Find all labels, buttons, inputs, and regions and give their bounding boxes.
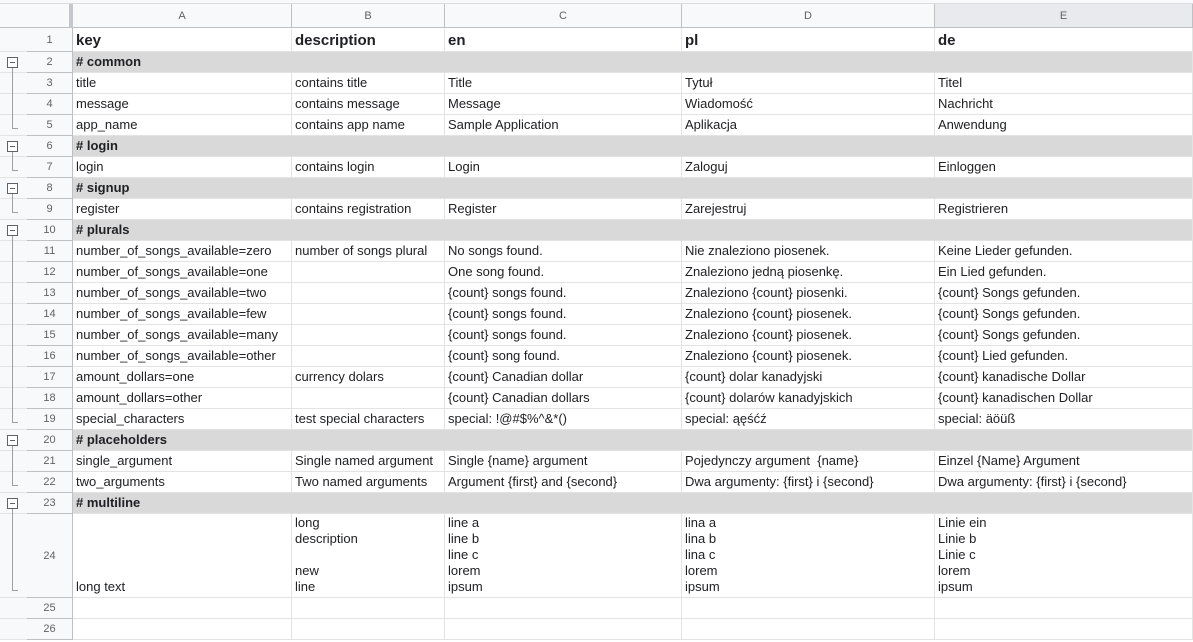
group-gutter xyxy=(0,115,27,136)
group-gutter xyxy=(0,241,27,262)
row-header-26[interactable]: 26 xyxy=(27,619,73,640)
cell-d15[interactable]: Znaleziono {count} piosenek. xyxy=(682,325,935,346)
cell-a22[interactable]: two_arguments xyxy=(73,472,292,493)
cell-a24[interactable]: long text xyxy=(73,514,292,598)
cell-d6[interactable] xyxy=(682,136,935,157)
row-header-3[interactable]: 3 xyxy=(27,73,73,94)
collapse-group-button[interactable] xyxy=(7,498,18,509)
cell-c1[interactable]: en xyxy=(445,28,682,52)
cell-a16[interactable]: number_of_songs_available=other xyxy=(73,346,292,367)
cell-d23[interactable] xyxy=(682,493,935,514)
cell-d7[interactable]: Zaloguj xyxy=(682,157,935,178)
select-all-corner[interactable] xyxy=(0,4,73,28)
cell-e10[interactable] xyxy=(935,220,1193,241)
collapse-group-button[interactable] xyxy=(7,183,18,194)
cell-b2[interactable] xyxy=(292,52,445,73)
cell-c10[interactable] xyxy=(445,220,682,241)
cell-d20[interactable] xyxy=(682,430,935,451)
row-header-7[interactable]: 7 xyxy=(27,157,73,178)
cell-a19[interactable]: special_characters xyxy=(73,409,292,430)
cell-c4[interactable]: Message xyxy=(445,94,682,115)
cell-c12[interactable]: One song found. xyxy=(445,262,682,283)
cell-d4[interactable]: Wiadomość xyxy=(682,94,935,115)
cell-b22[interactable]: Two named arguments xyxy=(292,472,445,493)
cell-c13[interactable]: {count} songs found. xyxy=(445,283,682,304)
group-gutter xyxy=(0,262,27,283)
cell-b26[interactable] xyxy=(292,619,445,640)
cell-d21[interactable]: Pojedynczy argument {name} xyxy=(682,451,935,472)
cell-b5[interactable]: contains app name xyxy=(292,115,445,136)
cell-b16[interactable] xyxy=(292,346,445,367)
group-gutter xyxy=(0,94,27,115)
cell-a7[interactable]: login xyxy=(73,157,292,178)
cell-a17[interactable]: amount_dollars=one xyxy=(73,367,292,388)
group-bracket-end xyxy=(12,128,18,129)
cell-d25[interactable] xyxy=(682,598,935,619)
cell-e12[interactable]: Ein Lied gefunden. xyxy=(935,262,1193,283)
row-header-25[interactable]: 25 xyxy=(27,598,73,619)
cell-d24[interactable]: lina a lina b lina c lorem ipsum xyxy=(682,514,935,598)
row-header-17[interactable]: 17 xyxy=(27,367,73,388)
cell-e2[interactable] xyxy=(935,52,1193,73)
cell-b15[interactable] xyxy=(292,325,445,346)
group-gutter xyxy=(0,514,27,598)
group-gutter xyxy=(0,283,27,304)
row-header-2[interactable]: 2 xyxy=(27,52,73,73)
group-bracket-line xyxy=(12,446,13,485)
cell-e17[interactable]: {count} kanadische Dollar xyxy=(935,367,1193,388)
cell-b6[interactable] xyxy=(292,136,445,157)
group-gutter xyxy=(0,367,27,388)
column-header-d[interactable]: D xyxy=(682,4,935,28)
cell-d2[interactable] xyxy=(682,52,935,73)
cell-e26[interactable] xyxy=(935,619,1193,640)
cell-d12[interactable]: Znaleziono jedną piosenkę. xyxy=(682,262,935,283)
cell-e25[interactable] xyxy=(935,598,1193,619)
cell-a5[interactable]: app_name xyxy=(73,115,292,136)
cell-a26[interactable] xyxy=(73,619,292,640)
row-header-10[interactable]: 10 xyxy=(27,220,73,241)
group-gutter xyxy=(0,73,27,94)
cell-e11[interactable]: Keine Lieder gefunden. xyxy=(935,241,1193,262)
group-bracket-end xyxy=(12,170,18,171)
row-header-15[interactable]: 15 xyxy=(27,325,73,346)
cell-b9[interactable]: contains registration xyxy=(292,199,445,220)
group-bracket-end xyxy=(12,590,18,591)
cell-c15[interactable]: {count} songs found. xyxy=(445,325,682,346)
cell-a12[interactable]: number_of_songs_available=one xyxy=(73,262,292,283)
cell-e23[interactable] xyxy=(935,493,1193,514)
cell-e9[interactable]: Registrieren xyxy=(935,199,1193,220)
cell-e6[interactable] xyxy=(935,136,1193,157)
cell-c24[interactable]: line a line b line c lorem ipsum xyxy=(445,514,682,598)
column-header-a[interactable]: A xyxy=(73,4,292,28)
cell-b11[interactable]: number of songs plural xyxy=(292,241,445,262)
cell-c9[interactable]: Register xyxy=(445,199,682,220)
row-header-5[interactable]: 5 xyxy=(27,115,73,136)
cell-c19[interactable]: special: !@#$%^&*() xyxy=(445,409,682,430)
group-gutter xyxy=(0,598,27,619)
cell-c14[interactable]: {count} songs found. xyxy=(445,304,682,325)
cell-e14[interactable]: {count} Songs gefunden. xyxy=(935,304,1193,325)
cell-e3[interactable]: Titel xyxy=(935,73,1193,94)
row-header-20[interactable]: 20 xyxy=(27,430,73,451)
cell-b23[interactable] xyxy=(292,493,445,514)
group-gutter xyxy=(0,409,27,430)
collapse-group-button[interactable] xyxy=(7,435,18,446)
group-gutter xyxy=(0,28,27,52)
cell-a13[interactable]: number_of_songs_available=two xyxy=(73,283,292,304)
section-label[interactable]: # plurals xyxy=(73,220,292,241)
collapse-group-button[interactable] xyxy=(7,57,18,68)
row-header-22[interactable]: 22 xyxy=(27,472,73,493)
cell-a21[interactable]: single_argument xyxy=(73,451,292,472)
collapse-group-button[interactable] xyxy=(7,141,18,152)
cell-b24[interactable]: long description new line xyxy=(292,514,445,598)
cell-e18[interactable]: {count} kanadischen Dollar xyxy=(935,388,1193,409)
cell-a18[interactable]: amount_dollars=other xyxy=(73,388,292,409)
cell-b3[interactable]: contains title xyxy=(292,73,445,94)
cell-e7[interactable]: Einloggen xyxy=(935,157,1193,178)
cell-b12[interactable] xyxy=(292,262,445,283)
cell-e21[interactable]: Einzel {Name} Argument xyxy=(935,451,1193,472)
cell-c20[interactable] xyxy=(445,430,682,451)
column-header-b[interactable]: B xyxy=(292,4,445,28)
section-label[interactable]: # login xyxy=(73,136,292,157)
collapse-group-button[interactable] xyxy=(7,225,18,236)
cell-b13[interactable] xyxy=(292,283,445,304)
cell-d17[interactable]: {count} dolar kanadyjski xyxy=(682,367,935,388)
cell-c18[interactable]: {count} Canadian dollars xyxy=(445,388,682,409)
group-bracket-line xyxy=(12,68,13,128)
cell-d10[interactable] xyxy=(682,220,935,241)
cell-c8[interactable] xyxy=(445,178,682,199)
cell-b4[interactable]: contains message xyxy=(292,94,445,115)
group-gutter xyxy=(0,388,27,409)
cell-d14[interactable]: Znaleziono {count} piosenek. xyxy=(682,304,935,325)
row-header-11[interactable]: 11 xyxy=(27,241,73,262)
group-bracket-line xyxy=(12,194,13,212)
row-header-4[interactable]: 4 xyxy=(27,94,73,115)
row-header-1[interactable]: 1 xyxy=(27,28,73,52)
cell-d8[interactable] xyxy=(682,178,935,199)
group-gutter xyxy=(0,346,27,367)
cell-c11[interactable]: No songs found. xyxy=(445,241,682,262)
cell-e4[interactable]: Nachricht xyxy=(935,94,1193,115)
cell-a3[interactable]: title xyxy=(73,73,292,94)
group-gutter xyxy=(0,472,27,493)
cell-e5[interactable]: Anwendung xyxy=(935,115,1193,136)
cell-d22[interactable]: Dwa argumenty: {first} i {second} xyxy=(682,472,935,493)
cell-b1[interactable]: description xyxy=(292,28,445,52)
cell-c23[interactable] xyxy=(445,493,682,514)
group-gutter xyxy=(0,451,27,472)
group-bracket-end xyxy=(12,212,18,213)
cell-e13[interactable]: {count} Songs gefunden. xyxy=(935,283,1193,304)
cell-c6[interactable] xyxy=(445,136,682,157)
cell-a9[interactable]: register xyxy=(73,199,292,220)
cell-b7[interactable]: contains login xyxy=(292,157,445,178)
cell-c17[interactable]: {count} Canadian dollar xyxy=(445,367,682,388)
cell-b18[interactable] xyxy=(292,388,445,409)
row-header-9[interactable]: 9 xyxy=(27,199,73,220)
cell-d1[interactable]: pl xyxy=(682,28,935,52)
cell-c25[interactable] xyxy=(445,598,682,619)
cell-d13[interactable]: Znaleziono {count} piosenki. xyxy=(682,283,935,304)
cell-a14[interactable]: number_of_songs_available=few xyxy=(73,304,292,325)
row-header-21[interactable]: 21 xyxy=(27,451,73,472)
cell-e15[interactable]: {count} Songs gefunden. xyxy=(935,325,1193,346)
column-header-e[interactable]: E xyxy=(935,4,1193,28)
group-gutter xyxy=(0,157,27,178)
row-header-19[interactable]: 19 xyxy=(27,409,73,430)
cell-e19[interactable]: special: äöüß xyxy=(935,409,1193,430)
cell-d18[interactable]: {count} dolarów kanadyjskich xyxy=(682,388,935,409)
cell-c3[interactable]: Title xyxy=(445,73,682,94)
group-gutter xyxy=(0,619,27,640)
cell-a1[interactable]: key xyxy=(73,28,292,52)
cell-d9[interactable]: Zarejestruj xyxy=(682,199,935,220)
row-header-18[interactable]: 18 xyxy=(27,388,73,409)
cell-e1[interactable]: de xyxy=(935,28,1193,52)
cell-b8[interactable] xyxy=(292,178,445,199)
cell-e16[interactable]: {count} Lied gefunden. xyxy=(935,346,1193,367)
cell-d11[interactable]: Nie znaleziono piosenek. xyxy=(682,241,935,262)
group-gutter xyxy=(0,304,27,325)
group-bracket-line xyxy=(12,236,13,422)
cell-e22[interactable]: Dwa argumenty: {first} i {second} xyxy=(935,472,1193,493)
cell-c5[interactable]: Sample Application xyxy=(445,115,682,136)
row-header-6[interactable]: 6 xyxy=(27,136,73,157)
cell-b25[interactable] xyxy=(292,598,445,619)
cell-a11[interactable]: number_of_songs_available=zero xyxy=(73,241,292,262)
cell-b21[interactable]: Single named argument xyxy=(292,451,445,472)
cell-c22[interactable]: Argument {first} and {second} xyxy=(445,472,682,493)
group-gutter xyxy=(0,199,27,220)
cell-a15[interactable]: number_of_songs_available=many xyxy=(73,325,292,346)
row-header-14[interactable]: 14 xyxy=(27,304,73,325)
group-bracket-end xyxy=(12,422,18,423)
cell-c2[interactable] xyxy=(445,52,682,73)
group-bracket-end xyxy=(12,485,18,486)
group-bracket-line xyxy=(12,152,13,170)
cell-b19[interactable]: test special characters xyxy=(292,409,445,430)
cell-e24[interactable]: Linie ein Linie b Linie c lorem ipsum xyxy=(935,514,1193,598)
section-label[interactable]: # placeholders xyxy=(73,430,292,451)
cell-c16[interactable]: {count} song found. xyxy=(445,346,682,367)
cell-d26[interactable] xyxy=(682,619,935,640)
cell-b20[interactable] xyxy=(292,430,445,451)
row-header-13[interactable]: 13 xyxy=(27,283,73,304)
cell-e8[interactable] xyxy=(935,178,1193,199)
cell-c26[interactable] xyxy=(445,619,682,640)
row-header-8[interactable]: 8 xyxy=(27,178,73,199)
cell-a4[interactable]: message xyxy=(73,94,292,115)
section-label[interactable]: # signup xyxy=(73,178,292,199)
cell-c21[interactable]: Single {name} argument xyxy=(445,451,682,472)
cell-d16[interactable]: Znaleziono {count} piosenek. xyxy=(682,346,935,367)
cell-b10[interactable] xyxy=(292,220,445,241)
row-header-12[interactable]: 12 xyxy=(27,262,73,283)
group-bracket-line xyxy=(12,509,13,590)
cell-c7[interactable]: Login xyxy=(445,157,682,178)
section-label[interactable]: # common xyxy=(73,52,292,73)
cell-b17[interactable]: currency dolars xyxy=(292,367,445,388)
cell-d19[interactable]: special: ąęśćź xyxy=(682,409,935,430)
cell-b14[interactable] xyxy=(292,304,445,325)
column-header-c[interactable]: C xyxy=(445,4,682,28)
cell-d3[interactable]: Tytuł xyxy=(682,73,935,94)
row-header-23[interactable]: 23 xyxy=(27,493,73,514)
group-gutter xyxy=(0,325,27,346)
cell-e20[interactable] xyxy=(935,430,1193,451)
section-label[interactable]: # multiline xyxy=(73,493,292,514)
cell-d5[interactable]: Aplikacja xyxy=(682,115,935,136)
cell-a25[interactable] xyxy=(73,598,292,619)
row-header-16[interactable]: 16 xyxy=(27,346,73,367)
row-header-24[interactable]: 24 xyxy=(27,514,73,598)
